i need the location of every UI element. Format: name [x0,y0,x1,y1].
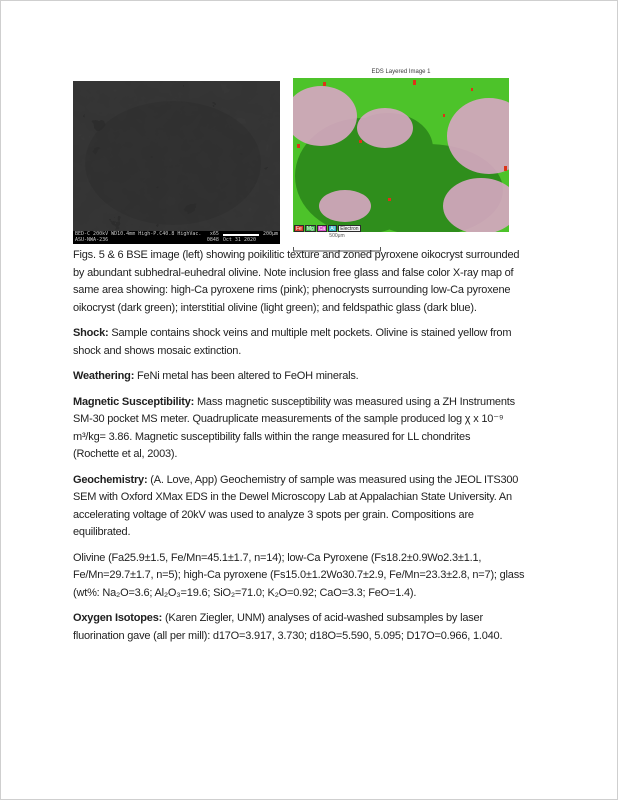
bse-bar-info: BED-C 200kV WD10.4mm High-P.C40.8 HighVac. [75,231,202,237]
text-line: m³/kg= 3.86. Magnetic susceptibility falls within the range measured for LL chondrites [73,430,471,443]
figure-caption [73,247,555,317]
eds-figure [293,67,509,244]
text-line: Geochemistry: (A. Love, App) Geochemistry of sample was measured using the JEOL ITS300 [73,473,519,486]
legend-swatch-fe: Fe [296,226,302,232]
text-line: SM-30 pocket MS meter. Quadruplicate measurements of the sample produced log χ x 10⁻⁹ [73,413,504,425]
eds-title: EDS Layered Image 1 [371,69,431,75]
bse-status-bar [73,231,280,244]
oxygen-heading: Oxygen Isotopes: [73,612,163,624]
legend-swatch-ca: Ca [318,226,326,232]
composition-paragraph [73,550,555,603]
document-text [73,247,555,653]
shock-heading: Shock: [73,327,109,339]
text-line: shock and shows mosaic extinction. [73,344,242,357]
text-line: Figs. 5 & 6 BSE image (left) showing poikilitic texture and zoned pyroxene oikocryst surrounded [73,249,520,261]
bse-bar-magnification: x65 [209,231,219,237]
bse-figure [73,81,280,244]
legend-swatch-electron: Electron [340,226,359,232]
weathering-heading: Weathering: [73,370,135,382]
weathering-paragraph [73,368,555,386]
eds-legend [294,224,361,232]
text-line: Fe/Mn=29.7±1.7, n=5); high-Ca pyroxene (Fs15.0±1.2Wo30.7±2.9, Fe/Mn=23.3±2.8, n=7); glass [73,569,525,581]
text-line: accelerating voltage of 20kV was used to analyze 3 spots per grain. Compositions are [73,508,474,521]
text-line: by abundant subhedral-euhedral olivine. Note inclusion free glass and false color X-ray map of [73,266,514,279]
geochemistry-paragraph [73,472,555,542]
bse-sample-id: ASU-NWA-236 [75,237,109,243]
bse-scale-bar [223,234,259,236]
text-line: (Rochette et al, 2003). [73,448,178,460]
text-line: (wt%: Na₂O=3.6; Al₂O₃=19.6; SiO₂=71.0; K₂O=0.92; CaO=3.3; FeO=1.4). [73,586,417,599]
magnetic-susceptibility-paragraph [73,394,555,464]
legend-swatch-mg: Mg [306,226,314,232]
text-line: SEM with Oxford XMax EDS in the Dewel Microscopy Lab at Appalachian State University. An [73,491,512,503]
geochemistry-heading: Geochemistry: [73,473,148,486]
bse-date: Oct 31 2020 [222,237,256,243]
text-line: oikocryst (dark green); interstitial olivine (light green); and feldspathic glass (dark blue). [73,301,477,314]
text-line: Magnetic Susceptibility: Mass magnetic susceptibility was measured using a ZH Instruments [73,395,515,408]
legend-swatch-al: Al [328,225,337,232]
eds-xray-map-image [293,78,509,232]
text-line: Weathering: FeNi metal has been altered to FeOH minerals. [73,370,359,382]
bse-frame-number: 0848 [206,237,219,243]
text-line: Olivine (Fa25.9±1.5, Fe/Mn=45.1±1.7, n=14); low-Ca Pyroxene (Fs18.2±0.9Wo2.3±1.1, [73,551,482,564]
text-line: Oxygen Isotopes: (Karen Ziegler, UNM) analyses of acid-washed subsamples by laser [73,612,483,624]
text-line: same area showing: high-Ca pyroxene rims (pink); phenocrysts surrounding low-Ca pyroxene [73,284,511,296]
oxygen-isotopes-paragraph [73,610,555,645]
magnetic-heading: Magnetic Susceptibility: [73,395,195,408]
eds-scale-ruler [293,234,381,244]
text-line: fluorination gave (all per mill): d17O=3.917, 3.730; d18O=5.590, 5.095; D17O=0.966, 1.040. [73,629,503,642]
text-line: equilibrated. [73,526,131,538]
shock-paragraph [73,325,555,360]
eds-scale-label: 500μm [329,233,345,239]
bse-micrograph-image [73,81,280,231]
bse-scale-label: 200μm [262,231,278,237]
text-line: Shock: Sample contains shock veins and multiple melt pockets. Olivine is stained yellow from [73,327,512,339]
